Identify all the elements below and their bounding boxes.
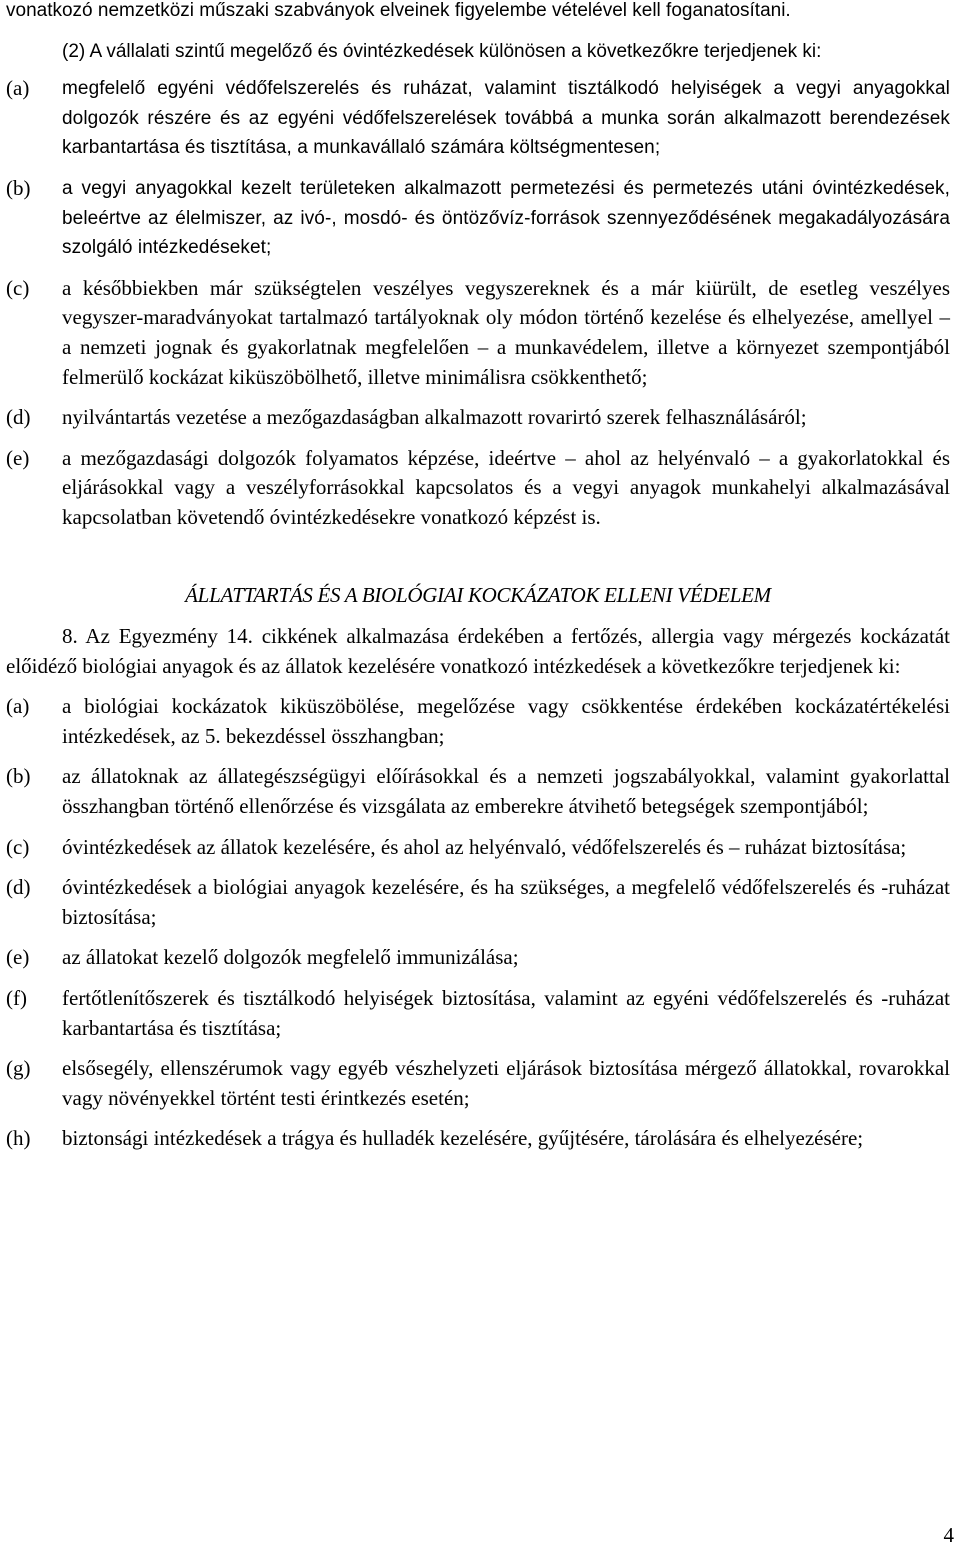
list-item [6,762,950,821]
page-number: 4 [943,1523,954,1547]
item-text: óvintézkedések az állatok kezelésére, és ahol az helyénvaló, védőfelszerelés és – ruházat biztosítása; [62,834,907,859]
item-text: a biológiai kockázatok kiküszöbölése, megelőzése vagy csökkentése érdekében kockázatértékelési intézkedések, az 5. bekezdéssel összhangban; [62,694,950,748]
item-label: (e) [6,945,30,970]
document-page [6,0,950,1154]
section8-lead: 8. Az Egyezmény 14. cikkének alkalmazása érdekében a fertőzés, allergia vagy mérgezés kockázatát előidéző biológiai anyagok és az állatok kezelésére vonatkozó intézkedések a következőkre terjedjenek ki: [6,624,950,678]
item-label: (d) [6,405,31,430]
item-text: biztonsági intézkedések a trágya és hulladék kezelésére, gyűjtésére, tárolására és elhelyezésére; [62,1126,864,1151]
item-text: nyilvántartás vezetése a mezőgazdaságban alkalmazott rovarirtó szerek felhasználásáról; [62,405,807,430]
list-item [6,174,950,263]
item-label: (h) [6,1126,31,1151]
list-item [6,1054,950,1113]
list-item [6,74,950,163]
section-heading: ÁLLATTARTÁS ÉS A BIOLÓGIAI KOCKÁZATOK ELLENI VÉDELEM [185,582,771,607]
section2-list [6,74,950,532]
list-item [6,833,950,863]
item-text: a későbbiekben már szükségtelen veszélyes vegyszereknek és a már kiürült, de esetleg veszélyes vegyszer-maradványokat tartalmazó tartályoknak oly módon történő kezelése és elhelyezése, amellyel – a nemzeti jognak és gyakorlatnak megfelelően – a munkavédelem, illetve a környezet szempontjából felmerülő kockázat kiküszöbölhető, illetve minimálisra csökkenthető; [62,275,950,389]
item-label: (b) [6,764,31,789]
section2-lead: (2) A vállalati szintű megelőző és óvintézkedések különösen a következőkre terjedjenek ki: [62,40,822,62]
list-item [6,274,950,392]
item-text: a mezőgazdasági dolgozók folyamatos képzése, ideértve – ahol az helyénvaló – a gyakorlatokkal és eljárásokkal vagy a veszélyforrásokkal kapcsolatos és a vegyi anyagok munkahelyi alkalmazásával kapcsolatban követendő óvintézkedésekre vonatkozó képzést is. [62,445,950,529]
list-item [6,1124,950,1154]
item-text: az állatoknak az állategészségügyi előírásokkal és a nemzeti jogszabályokkal, valamint gyakorlattal összhangban történő ellenőrzése és vizsgálata az emberekre átvihető betegségek szempontjából; [62,764,950,819]
item-text: óvintézkedések a biológiai anyagok kezelésére, és ha szükséges, a megfelelő védőfelszerelés és -ruházat biztosítása; [62,875,950,929]
item-label: (g) [6,1056,31,1081]
item-text: az állatokat kezelő dolgozók megfelelő immunizálása; [62,945,519,970]
item-text: megfelelő egyéni védőfelszerelés és ruházat, valamint tisztálkodó helyiségek a vegyi anyagokkal dolgozók részére és az egyéni védőfelszerelések továbbá a munka során alkalmazott berendezések karbantartása és tisztítása, a munkavállaló számára költségmentesen; [62,78,950,159]
item-label: (e) [6,445,30,470]
item-label: (f) [6,986,27,1011]
item-label: (c) [6,834,30,859]
item-text: fertőtlenítőszerek és tisztálkodó helyiségek biztosítása, valamint az egyéni védőfelszerelés és -ruházat karbantartása és tisztítása; [62,986,950,1040]
item-text: elsősegély, ellenszérumok vagy egyéb vészhelyzeti eljárások biztosítása mérgező állatokkal, rovarokkal vagy növényekkel történt testi érintkezés esetén; [62,1056,950,1110]
list-item [6,692,950,751]
item-label: (b) [6,175,31,200]
item-label: (a) [6,694,30,719]
list-item [6,403,950,433]
item-label: (a) [6,76,30,101]
item-label: (c) [6,275,30,300]
list-item [6,444,950,533]
list-item [6,943,950,973]
item-label: (d) [6,875,31,900]
intro-continuation: vonatkozó nemzetközi műszaki szabványok elveinek figyelembe vételével kell foganatosítani. [6,0,791,21]
list-item [6,873,950,932]
item-text: a vegyi anyagokkal kezelt területeken alkalmazott permetezési és permetezés utáni óvintézkedések, beleértve az élelmiszer, az ivó-, mosdó- és öntözővíz-források szennyeződésének megakadályozására szolgáló intézkedéseket; [62,177,950,259]
section8-list [6,692,950,1154]
list-item [6,984,950,1043]
